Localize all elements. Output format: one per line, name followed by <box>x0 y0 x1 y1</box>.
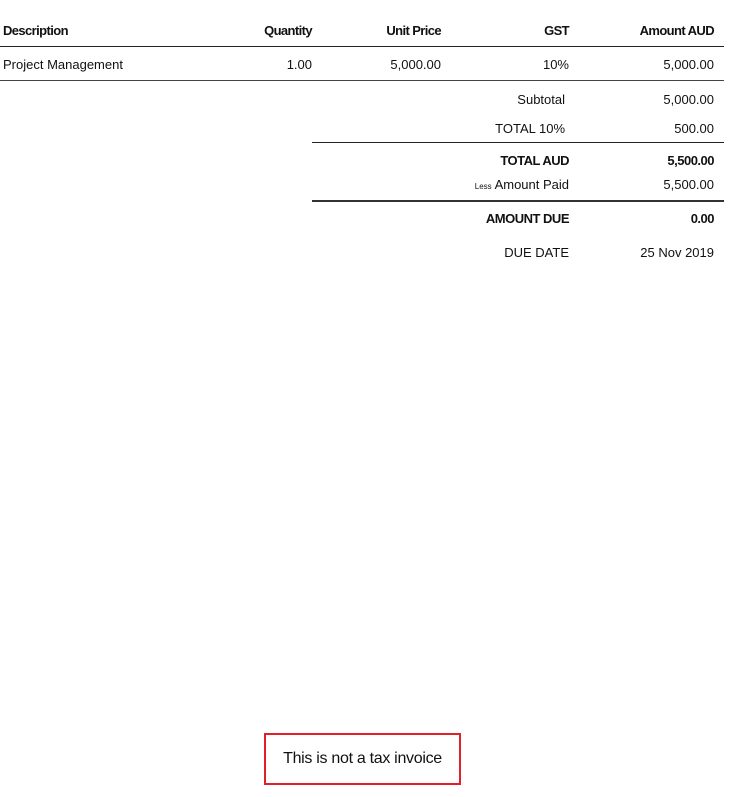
amount-due-label: AMOUNT DUE <box>485 211 569 226</box>
totals-divider <box>312 142 724 143</box>
amount-due-divider <box>312 200 724 202</box>
header-divider <box>0 46 724 47</box>
subtotal-value: 5,000.00 <box>663 92 714 107</box>
due-date-value: 25 Nov 2019 <box>640 245 714 260</box>
column-header-quantity: Quantity <box>264 23 312 38</box>
amount-paid-text: Amount Paid <box>494 177 569 192</box>
row-unit-price: 5,000.00 <box>390 57 441 72</box>
total-aud-label: TOTAL AUD <box>500 153 569 168</box>
not-tax-invoice-notice <box>264 733 461 785</box>
column-header-gst: GST <box>544 23 569 38</box>
row-description: Project Management <box>3 57 123 72</box>
total-aud-value: 5,500.00 <box>667 153 714 168</box>
row-amount: 5,000.00 <box>663 57 714 72</box>
row-gst: 10% <box>542 57 569 72</box>
tax-total-value: 500.00 <box>674 121 714 136</box>
amount-paid-value: 5,500.00 <box>663 177 714 192</box>
row-divider <box>0 80 724 81</box>
subtotal-label: Subtotal <box>517 92 565 107</box>
notice-text: This is not a tax invoice <box>283 750 442 767</box>
column-header-description: Description <box>3 23 68 38</box>
column-header-amount: Amount AUD <box>639 23 714 38</box>
amount-due-value: 0.00 <box>690 211 714 226</box>
column-header-unit-price: Unit Price <box>386 23 441 38</box>
due-date-label: DUE DATE <box>504 245 569 260</box>
less-prefix: Less <box>474 182 492 191</box>
tax-total-label: TOTAL 10% <box>495 121 565 136</box>
row-quantity: 1.00 <box>286 57 312 72</box>
